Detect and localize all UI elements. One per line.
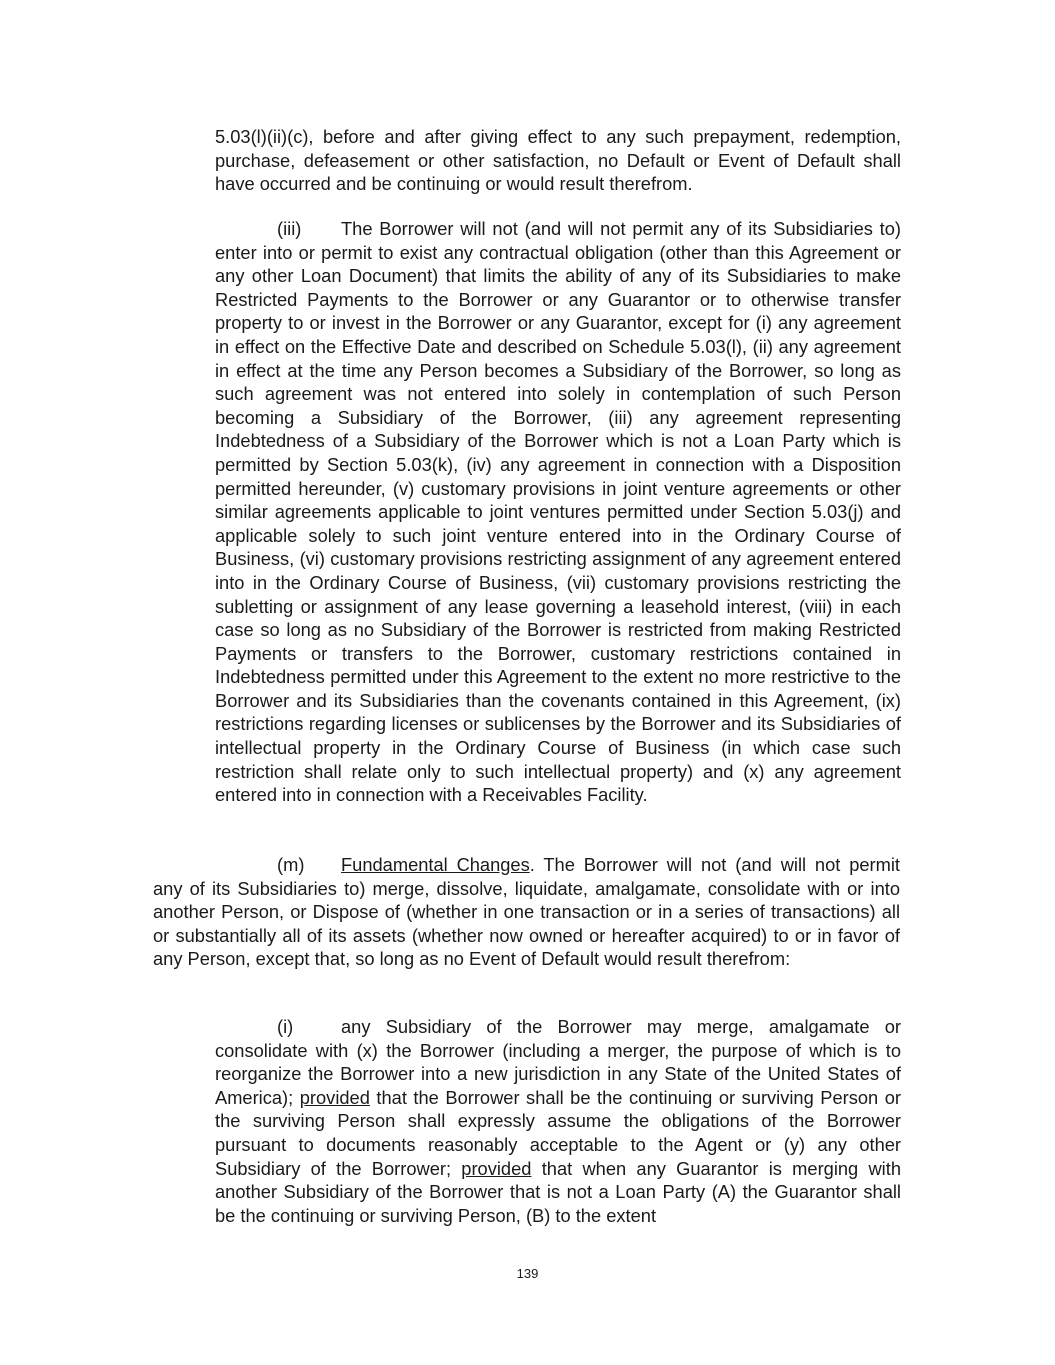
page-number: 139 <box>516 1266 539 1281</box>
section-m-fundamental-changes <box>153 853 900 971</box>
paragraph-text: The Borrower will not (and will not permit any of its Subsidiaries to) enter into or permit to exist any contractual obligation (other than this Agreement or any other Loan Document) that limits the ability of any of its Subsidiaries to make Restricted Payments to the Borrower or any Guarantor or to otherwise transfer property to or invest in the Borrower or any Guarantor, except for (i) any agreement in effect on the Effective Date and described on Schedule 5.03(l), (ii) any agreement in effect at the time any Person becomes a Subsidiary of the Borrower, so long as such agreement was not entered into solely in contemplation of such Person becoming a Subsidiary of the Borrower, (iii) any agreement representing Indebtedness of a Subsidiary of the Borrower which is not a Loan Party which is permitted by Section 5.03(k), (iv) any agreement in connection with a Disposition permitted hereunder, (v) customary provisions in joint venture agreements or other similar agreements applicable to joint ventures permitted under Section 5.03(j) and applicable solely to such joint venture entered into in the Ordinary Course of Business, (vi) customary provisions restricting assignment of any agreement entered into in the Ordinary Course of Business, (vii) customary provisions restricting the subletting or assignment of any lease governing a leasehold interest, (viii) in each case so long as no Subsidiary of the Borrower is restricted from making Restricted Payments or transfers to the Borrower, customary restrictions contained in Indebtedness permitted under this Agreement to the extent no more restrictive to the Borrower and its Subsidiaries than the covenants contained in this Agreement, (ix) restrictions regarding licenses or sublicenses by the Borrower and its Subsidiaries of intellectual property in the Ordinary Course of Business (in which case such restriction shall relate only to such intellectual property) and (x) any agreement entered into in connection with a Receivables Facility. <box>215 218 901 806</box>
paragraph-text: that the Borrower shall be the continuing or surviving Person or the surviving Person shall expressly assume the obligations of the Borrower pursuant to documents reasonably acceptable to the Agent or (y) any other Subsidiary of the Borrower; <box>215 1086 901 1179</box>
paragraph-continuation <box>215 125 901 196</box>
provided-term: provided <box>299 1086 370 1108</box>
paragraph-text: that when any Guarantor is merging with another Subsidiary of the Borrower that is not a Loan Party (A) the Guarantor shall be the continuing or surviving Person, (B) to the extent <box>215 1157 901 1226</box>
section-number: (m) <box>277 854 305 875</box>
paragraph-text: 5.03(l)(ii)(c), before and after giving effect to any such prepayment, redemption, purchase, defeasement or other satisfaction, no Default or Event of Default shall have occurred and be continuing or would result therefrom. <box>215 126 901 195</box>
paragraph-i <box>215 1015 901 1227</box>
section-heading: Fundamental Changes <box>341 854 530 875</box>
paragraph-text: any Subsidiary of the Borrower may merge, amalgamate or consolidate with (x) the Borrower (including a merger, the purpose of which is to reorganize the Borrower into a new jurisdiction in any State of the United States of America); <box>215 1016 901 1108</box>
paragraph-iii <box>215 217 901 807</box>
paragraph-number: (iii) <box>277 218 302 239</box>
section-text: . The Borrower will not (and will not permit any of its Subsidiaries to) merge, dissolve, liquidate, amalgamate, consolidate with or into another Person, or Dispose of (whether in one transaction or in a series of transactions) all or substantially all of its assets (whether now owned or hereafter acquired) to or in favor of any Person, except that, so long as no Event of Default would result therefrom: <box>153 854 900 970</box>
paragraph-number: (i) <box>277 1016 294 1037</box>
provided-term: provided <box>461 1157 532 1179</box>
